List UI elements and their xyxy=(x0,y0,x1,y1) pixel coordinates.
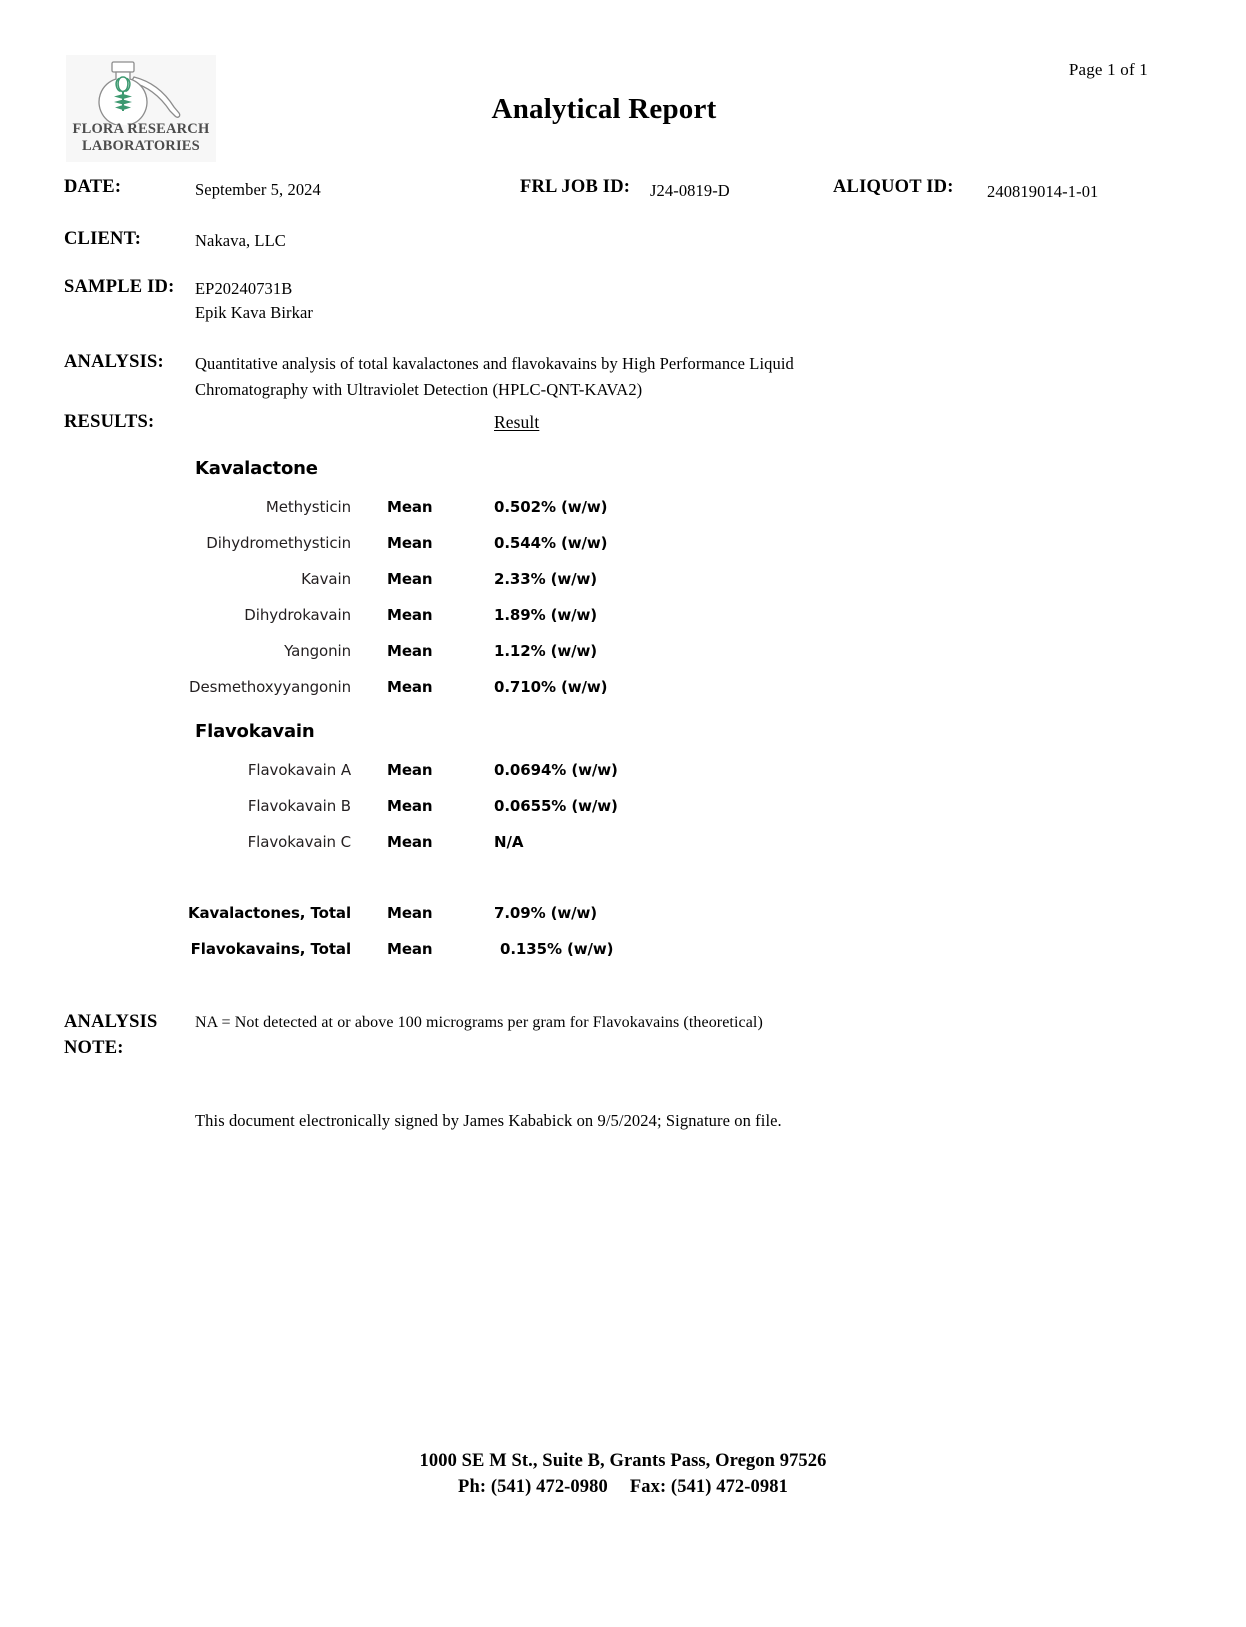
footer-address: 1000 SE M St., Suite B, Grants Pass, Oregon 97526 xyxy=(419,1451,827,1471)
analyte-name: Yangonin xyxy=(284,642,351,660)
results-label: RESULTS: xyxy=(64,412,155,432)
footer-phone: Ph: (541) 472-0980 xyxy=(458,1477,608,1498)
analyte-result: 1.12% (w/w) xyxy=(494,642,598,660)
sample-id-value: EP20240731B xyxy=(195,279,293,298)
analysis-note-label-line1: ANALYSIS xyxy=(64,1012,158,1032)
table-row xyxy=(0,678,1246,700)
analyte-name: Flavokavain C xyxy=(247,833,351,851)
statistic-label: Mean xyxy=(387,642,433,660)
page-indicator: Page 1 of 1 xyxy=(1068,60,1148,79)
table-row xyxy=(0,606,1246,628)
page-title-text: Analytical Report xyxy=(491,93,717,125)
logo-wordmark-line1: FLORA RESEARCH xyxy=(72,121,210,137)
analyte-name: Dihydromethysticin xyxy=(206,534,351,552)
analyte-name: Methysticin xyxy=(265,498,351,516)
logo-wordmark xyxy=(66,121,216,155)
logo-wordmark-line2: LABORATORIES xyxy=(82,138,200,155)
statistic-label: Mean xyxy=(387,534,433,552)
total-result: 0.135% (w/w) xyxy=(500,940,614,958)
analyte-result: N/A xyxy=(494,833,524,851)
analyte-result: 2.33% (w/w) xyxy=(494,570,598,588)
analyte-result: 0.544% (w/w) xyxy=(494,534,608,552)
statistic-label: Mean xyxy=(387,761,433,779)
analyte-result: 1.89% (w/w) xyxy=(494,606,598,624)
analyte-result: 0.502% (w/w) xyxy=(494,498,608,516)
footer xyxy=(0,1448,1246,1501)
statistic-label: Mean xyxy=(387,570,433,588)
analyte-name: Desmethoxyyangonin xyxy=(189,678,351,696)
table-row xyxy=(0,498,1246,520)
analyte-name: Flavokavain A xyxy=(247,761,351,779)
table-row-total-flavokavains xyxy=(0,940,1246,962)
footer-contact xyxy=(0,1474,1246,1500)
aliquot-id-label: ALIQUOT ID: xyxy=(833,177,954,197)
total-name: Kavalactones, Total xyxy=(187,904,351,922)
frl-job-id-value: J24-0819-D xyxy=(650,181,730,200)
table-row-total-kavalactones xyxy=(0,904,1246,926)
group-header-flavokavain: Flavokavain xyxy=(195,721,315,742)
statistic-label: Mean xyxy=(387,904,433,922)
sample-description-value: Epik Kava Birkar xyxy=(195,303,313,322)
table-row xyxy=(0,797,1246,819)
aliquot-id-value: 240819014-1-01 xyxy=(987,182,1099,201)
group-header-kavalactone: Kavalactone xyxy=(195,458,318,479)
analysis-note-text: NA = Not detected at or above 100 micrograms per gram for Flavokavains (theoretical) xyxy=(195,1014,763,1031)
analysis-label: ANALYSIS: xyxy=(64,352,164,372)
date-value: September 5, 2024 xyxy=(195,180,321,199)
client-value: Nakava, LLC xyxy=(195,231,286,250)
frl-job-id-label: FRL JOB ID: xyxy=(520,177,631,197)
client-label: CLIENT: xyxy=(64,229,142,249)
statistic-label: Mean xyxy=(387,797,433,815)
table-row xyxy=(0,534,1246,556)
statistic-label: Mean xyxy=(387,940,433,958)
statistic-label: Mean xyxy=(387,498,433,516)
analysis-note-label-line2: NOTE: xyxy=(64,1038,124,1058)
table-row xyxy=(0,761,1246,783)
analyte-name: Dihydrokavain xyxy=(244,606,351,624)
statistic-label: Mean xyxy=(387,833,433,851)
statistic-label: Mean xyxy=(387,678,433,696)
analyte-name: Flavokavain B xyxy=(247,797,351,815)
signature-statement: This document electronically signed by James Kababick on 9/5/2024; Signature on file. xyxy=(195,1111,782,1130)
table-row xyxy=(0,642,1246,664)
total-name: Flavokavains, Total xyxy=(190,940,351,958)
date-label: DATE: xyxy=(64,177,122,197)
table-row xyxy=(0,833,1246,855)
result-column-header: Result xyxy=(494,412,540,432)
table-row xyxy=(0,570,1246,592)
total-result: 7.09% (w/w) xyxy=(494,904,598,922)
footer-fax: Fax: (541) 472-0981 xyxy=(629,1477,788,1498)
sample-id-label: SAMPLE ID: xyxy=(64,277,175,297)
analyte-result: 0.710% (w/w) xyxy=(494,678,608,696)
analyte-result: 0.0655% (w/w) xyxy=(494,797,618,815)
analysis-description: Quantitative analysis of total kavalactones and flavokavains by High Performance Liquid Chromatography with Ultraviolet Detection (HPLC-QNT-KAVA2) xyxy=(195,354,794,399)
page-title xyxy=(0,93,1246,126)
analyte-name: Kavain xyxy=(301,570,351,588)
analyte-result: 0.0694% (w/w) xyxy=(494,761,618,779)
statistic-label: Mean xyxy=(387,606,433,624)
